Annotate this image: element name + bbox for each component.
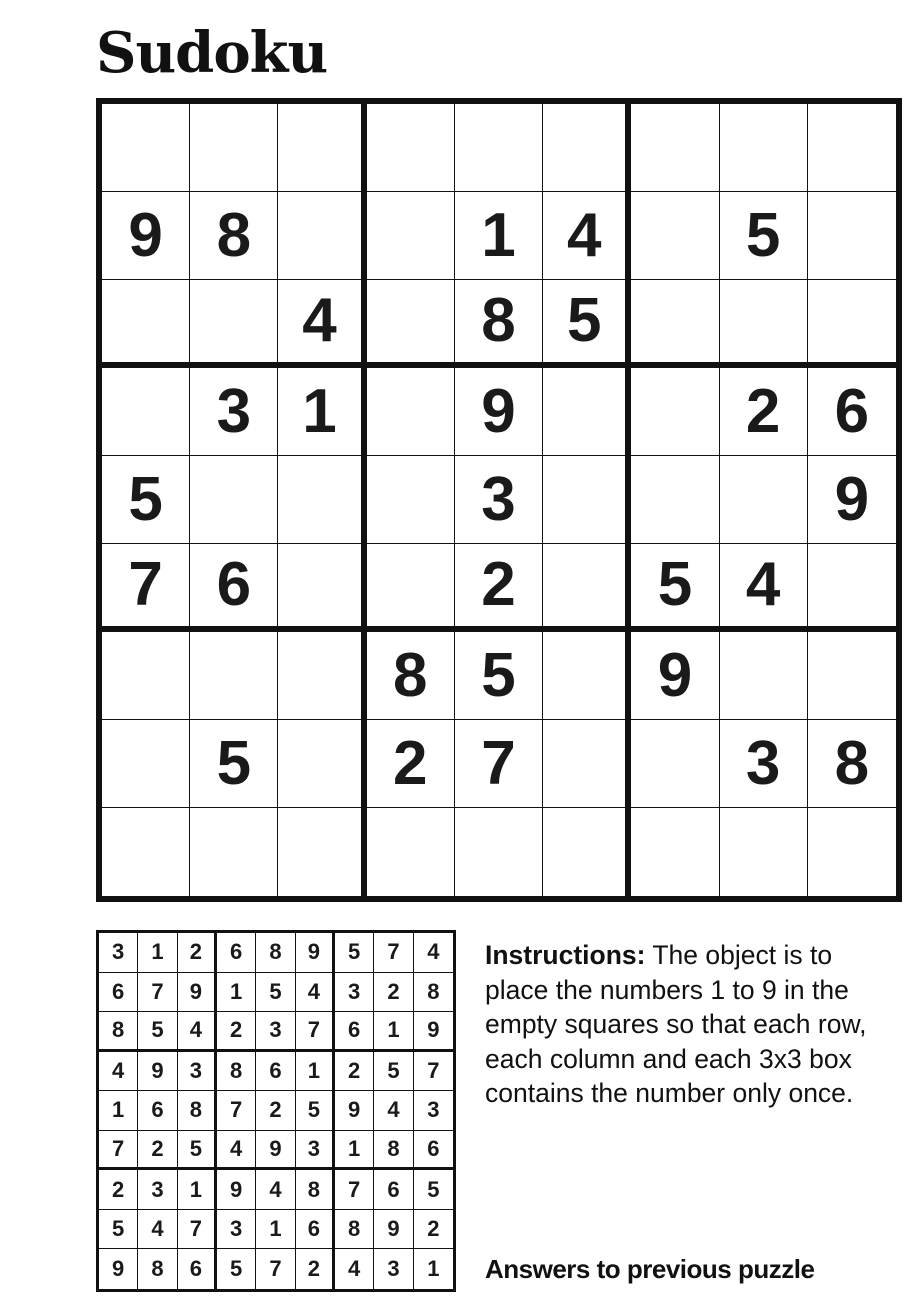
sudoku-cell-r1-c8[interactable]	[720, 104, 808, 192]
answer-cell-r7-c8: 6	[374, 1170, 413, 1210]
answer-cell-r2-c2: 7	[138, 973, 177, 1013]
answer-cell-r4-c1: 4	[99, 1052, 138, 1092]
answer-cell-r3-c7: 6	[335, 1012, 374, 1052]
answer-cell-r4-c7: 2	[335, 1052, 374, 1092]
answer-cell-r4-c6: 1	[296, 1052, 335, 1092]
sudoku-grid	[96, 98, 902, 902]
sudoku-cell-r8-c2: 5	[190, 720, 278, 808]
sudoku-cell-r3-c5: 8	[455, 280, 543, 368]
answer-cell-r4-c9: 7	[414, 1052, 453, 1092]
sudoku-cell-r2-c4[interactable]	[367, 192, 455, 280]
answer-cell-r6-c6: 3	[296, 1131, 335, 1171]
answer-cell-r4-c8: 5	[374, 1052, 413, 1092]
answer-cell-r3-c5: 3	[256, 1012, 295, 1052]
answer-cell-r4-c2: 9	[138, 1052, 177, 1092]
sudoku-cell-r9-c3[interactable]	[278, 808, 366, 896]
sudoku-cell-r7-c1[interactable]	[102, 632, 190, 720]
sudoku-cell-r7-c9[interactable]	[808, 632, 896, 720]
sudoku-cell-r7-c3[interactable]	[278, 632, 366, 720]
answer-cell-r1-c4: 6	[217, 933, 256, 973]
answer-cell-r9-c6: 2	[296, 1249, 335, 1289]
sudoku-cell-r9-c5[interactable]	[455, 808, 543, 896]
answer-cell-r8-c9: 2	[414, 1210, 453, 1250]
answer-cell-r3-c3: 4	[178, 1012, 217, 1052]
instructions-lead: Instructions:	[485, 940, 646, 970]
answer-cell-r5-c8: 4	[374, 1091, 413, 1131]
sudoku-cell-r9-c4[interactable]	[367, 808, 455, 896]
sudoku-cell-r3-c8[interactable]	[720, 280, 808, 368]
sudoku-cell-r1-c4[interactable]	[367, 104, 455, 192]
answer-cell-r7-c2: 3	[138, 1170, 177, 1210]
answer-cell-r9-c9: 1	[427, 1256, 440, 1282]
answer-cell-r6-c7: 1	[335, 1131, 374, 1171]
sudoku-cell-r9-c9[interactable]	[808, 808, 896, 896]
sudoku-cell-r4-c9: 6	[808, 368, 896, 456]
sudoku-cell-r7-c6[interactable]	[543, 632, 631, 720]
answer-cell-r2-c1: 6	[99, 973, 138, 1013]
answer-cell-r1-c8: 7	[374, 933, 413, 973]
answer-cell-r7-c9: 5	[414, 1170, 453, 1210]
sudoku-cell-r7-c4: 8	[367, 632, 455, 720]
answer-cell-r9-c3: 6	[178, 1249, 217, 1289]
answer-cell-r2-c9: 8	[414, 973, 453, 1013]
sudoku-cell-r9-c2[interactable]	[190, 808, 278, 896]
sudoku-cell-r5-c2[interactable]	[190, 456, 278, 544]
answer-cell-r1-c9: 4	[414, 933, 453, 973]
sudoku-cell-r4-c2: 3	[190, 368, 278, 456]
answers-caption: Answers to previous puzzle	[485, 1254, 815, 1284]
answer-cell-r6-c1: 7	[99, 1131, 138, 1171]
instructions	[485, 938, 885, 1111]
sudoku-cell-r5-c3[interactable]	[278, 456, 366, 544]
sudoku-cell-r4-c8: 2	[720, 368, 808, 456]
answer-cell-r9-c7: 4	[335, 1249, 374, 1289]
sudoku-cell-r6-c3[interactable]	[278, 544, 366, 632]
answer-cell-r2-c5: 5	[256, 973, 295, 1013]
sudoku-cell-r7-c2[interactable]	[190, 632, 278, 720]
answer-cell-r1-c6: 9	[296, 933, 335, 973]
sudoku-cell-r6-c1: 7	[102, 544, 190, 632]
sudoku-cell-r1-c7[interactable]	[631, 104, 719, 192]
sudoku-cell-r5-c1: 5	[102, 456, 190, 544]
answer-cell-r1-c5: 8	[256, 933, 295, 973]
answer-cell-r8-c5: 1	[256, 1210, 295, 1250]
answer-cell-r5-c6: 5	[296, 1091, 335, 1131]
answer-cell-r3-c8: 1	[374, 1012, 413, 1052]
answer-cell-r7-c7: 7	[335, 1170, 374, 1210]
answer-cell-r5-c9: 3	[414, 1091, 453, 1131]
sudoku-cell-r2-c5: 1	[455, 192, 543, 280]
sudoku-cell-r8-c4: 2	[367, 720, 455, 808]
answer-cell-r7-c6: 8	[296, 1170, 335, 1210]
answer-cell-r9-c8: 3	[374, 1249, 413, 1289]
sudoku-cell-r2-c9[interactable]	[808, 192, 896, 280]
sudoku-cell-r5-c7[interactable]	[631, 456, 719, 544]
sudoku-cell-r2-c2: 8	[190, 192, 278, 280]
sudoku-cell-r3-c7[interactable]	[631, 280, 719, 368]
answer-cell-r8-c6: 6	[296, 1210, 335, 1250]
sudoku-cell-r6-c5: 2	[455, 544, 543, 632]
answer-cell-r5-c4: 7	[217, 1091, 256, 1131]
answer-cell-r1-c2: 1	[138, 933, 177, 973]
sudoku-cell-r8-c5: 7	[455, 720, 543, 808]
answer-cell-r7-c5: 4	[256, 1170, 295, 1210]
sudoku-cell-r5-c9: 9	[808, 456, 896, 544]
sudoku-cell-r1-c6[interactable]	[543, 104, 631, 192]
sudoku-cell-r3-c9[interactable]	[808, 280, 896, 368]
answer-cell-r2-c4: 1	[217, 973, 256, 1013]
answer-cell-r6-c5: 9	[256, 1131, 295, 1171]
answer-cell-r6-c8: 8	[374, 1131, 413, 1171]
sudoku-cell-r2-c1: 9	[102, 192, 190, 280]
sudoku-cell-r4-c1[interactable]	[102, 368, 190, 456]
answer-cell-r8-c3: 7	[178, 1210, 217, 1250]
answer-cell-r8-c7: 8	[335, 1210, 374, 1250]
answer-cell-r2-c7: 3	[335, 973, 374, 1013]
sudoku-cell-r7-c5: 5	[455, 632, 543, 720]
answer-cell-r8-c8: 9	[374, 1210, 413, 1250]
sudoku-cell-r1-c2[interactable]	[190, 104, 278, 192]
sudoku-cell-r6-c2: 6	[190, 544, 278, 632]
answer-cell-r7-c1: 2	[99, 1170, 138, 1210]
answer-cell-r6-c3: 5	[178, 1131, 217, 1171]
sudoku-cell-r4-c3: 1	[278, 368, 366, 456]
sudoku-cell-r5-c8[interactable]	[720, 456, 808, 544]
answer-cell-r5-c7: 9	[335, 1091, 374, 1131]
sudoku-cell-r6-c7: 5	[631, 544, 719, 632]
answer-cell-r2-c8: 2	[374, 973, 413, 1013]
answer-cell-r1-c7: 5	[335, 933, 374, 973]
answer-cell-r8-c1: 5	[99, 1210, 138, 1250]
sudoku-cell-r3-c6: 5	[543, 280, 631, 368]
sudoku-cell-r9-c8[interactable]	[720, 808, 808, 896]
answer-cell-r6-c9: 6	[414, 1131, 453, 1171]
answer-cell-r3-c2: 5	[138, 1012, 177, 1052]
answer-cell-r9-c5: 7	[256, 1249, 295, 1289]
previous-answers-grid	[96, 930, 456, 1292]
answer-cell-r3-c1: 8	[99, 1012, 138, 1052]
answer-cell-r2-c6: 4	[296, 973, 335, 1013]
sudoku-cell-r3-c3: 4	[278, 280, 366, 368]
sudoku-cell-r1-c3[interactable]	[278, 104, 366, 192]
answer-cell-r6-c4: 4	[217, 1131, 256, 1171]
sudoku-cell-r6-c6[interactable]	[543, 544, 631, 632]
page-title: Sudoku	[96, 20, 328, 86]
answer-cell-r2-c3: 9	[178, 973, 217, 1013]
sudoku-cell-r1-c5[interactable]	[455, 104, 543, 192]
answer-cell-r8-c2: 4	[138, 1210, 177, 1250]
instructions-text: The object is to place the numbers 1 to 9 in the empty squares so that each row, each column and each 3x3 box contains the number only once.	[485, 940, 867, 1108]
answer-cell-r3-c6: 7	[296, 1012, 335, 1052]
answer-cell-r5-c3: 8	[178, 1091, 217, 1131]
sudoku-cell-r5-c4[interactable]	[367, 456, 455, 544]
sudoku-cell-r8-c9: 8	[808, 720, 896, 808]
sudoku-cell-r2-c7[interactable]	[631, 192, 719, 280]
sudoku-cell-r6-c9[interactable]	[808, 544, 896, 632]
answer-cell-r4-c4: 8	[217, 1052, 256, 1092]
sudoku-cell-r8-c7[interactable]	[631, 720, 719, 808]
sudoku-cell-r7-c8[interactable]	[720, 632, 808, 720]
sudoku-cell-r7-c7: 9	[631, 632, 719, 720]
sudoku-cell-r4-c6[interactable]	[543, 368, 631, 456]
answer-cell-r4-c5: 6	[256, 1052, 295, 1092]
sudoku-cell-r9-c1[interactable]	[102, 808, 190, 896]
sudoku-cell-r4-c7[interactable]	[631, 368, 719, 456]
answer-cell-r5-c5: 2	[256, 1091, 295, 1131]
sudoku-cell-r6-c4[interactable]	[367, 544, 455, 632]
sudoku-cell-r9-c7[interactable]	[631, 808, 719, 896]
sudoku-cell-r9-c6[interactable]	[543, 808, 631, 896]
sudoku-cell-r2-c8: 5	[720, 192, 808, 280]
sudoku-cell-r8-c8: 3	[720, 720, 808, 808]
sudoku-cell-r1-c9[interactable]	[808, 104, 896, 192]
sudoku-cell-r4-c5: 9	[455, 368, 543, 456]
answer-cell-r6-c2: 2	[138, 1131, 177, 1171]
answer-cell-r7-c3: 1	[178, 1170, 217, 1210]
sudoku-cell-r5-c5: 3	[455, 456, 543, 544]
answer-cell-r9-c1: 9	[99, 1249, 138, 1289]
answer-cell-r9-c4: 5	[217, 1249, 256, 1289]
sudoku-cell-r6-c8: 4	[720, 544, 808, 632]
answer-cell-r1-c1: 3	[99, 933, 138, 973]
sudoku-cell-r8-c6[interactable]	[543, 720, 631, 808]
sudoku-cell-r3-c2[interactable]	[190, 280, 278, 368]
answer-cell-r3-c9: 9	[414, 1012, 453, 1052]
sudoku-cell-r3-c1[interactable]	[102, 280, 190, 368]
sudoku-cell-r2-c3[interactable]	[278, 192, 366, 280]
sudoku-cell-r3-c4[interactable]	[367, 280, 455, 368]
answer-cell-r1-c3: 2	[178, 933, 217, 973]
sudoku-cell-r2-c6: 4	[543, 192, 631, 280]
answer-cell-r8-c4: 3	[217, 1210, 256, 1250]
answer-cell-r3-c4: 2	[217, 1012, 256, 1052]
answer-cell-r4-c3: 3	[178, 1052, 217, 1092]
sudoku-cell-r5-c6[interactable]	[543, 456, 631, 544]
sudoku-cell-r4-c4[interactable]	[367, 368, 455, 456]
answer-cell-r9-c2: 8	[138, 1249, 177, 1289]
answer-cell-r5-c2: 6	[138, 1091, 177, 1131]
sudoku-cell-r8-c1[interactable]	[102, 720, 190, 808]
answer-cell-r5-c1: 1	[99, 1091, 138, 1131]
sudoku-cell-r8-c3[interactable]	[278, 720, 366, 808]
answer-cell-r7-c4: 9	[217, 1170, 256, 1210]
sudoku-cell-r1-c1[interactable]	[102, 104, 190, 192]
